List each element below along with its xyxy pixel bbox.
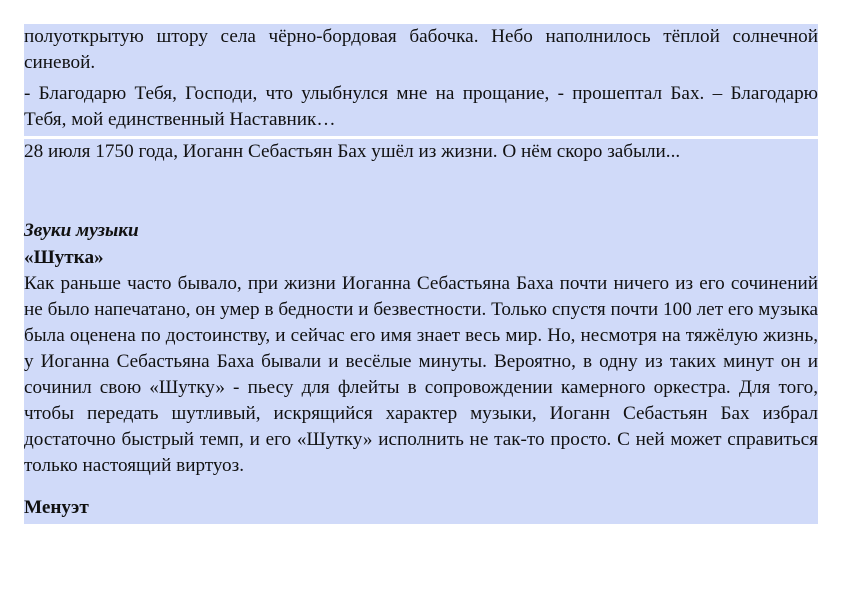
story-excerpt-block bbox=[24, 24, 818, 136]
section-heading: Звуки музыки bbox=[24, 220, 139, 241]
death-note: 28 июля 1750 года, Иоганн Себастьян Бах ушёл из жизни. О нём скоро забыли... bbox=[24, 141, 681, 162]
piece-title: «Шутка» bbox=[24, 247, 104, 268]
excerpt-paragraph-1: полуоткрытую штору села чёрно-бордовая бабочка. Небо наполнилось тёплой солнечной синевой. bbox=[24, 26, 818, 73]
music-section-block bbox=[24, 139, 818, 524]
excerpt-paragraph-2: - Благодарю Тебя, Господи, что улыбнулся мне на прощание, - прошептал Бах. – Благодарю Тебя, мой единственный Наставник… bbox=[24, 83, 818, 130]
next-piece-title: Менуэт bbox=[24, 497, 89, 518]
piece-description: Как раньше часто бывало, при жизни Иоганна Себастьяна Баха почти ничего из его сочинений не было напечатано, он умер в бедности и безвестности. Только спустя почти 100 лет его музыка была оценена по достоинству, и сейчас его имя знает весь мир. Но, несмотря на тяжёлую жизнь, у Иоганна Себастьяна Баха бывали и весёлые минуты. Вероятно, в одну из таких минут он и сочинил свою «Шутку» - пьесу для флейты в сопровождении камерного оркестра. Для того, чтобы передать шутливый, искрящийся характер музыки, Иоганн Себастьян Бах избрал достаточно быстрый темп, и его «Шутку» исполнить не так-то просто. С ней может справиться только настоящий виртуоз. bbox=[24, 273, 818, 476]
document-page bbox=[24, 24, 818, 524]
